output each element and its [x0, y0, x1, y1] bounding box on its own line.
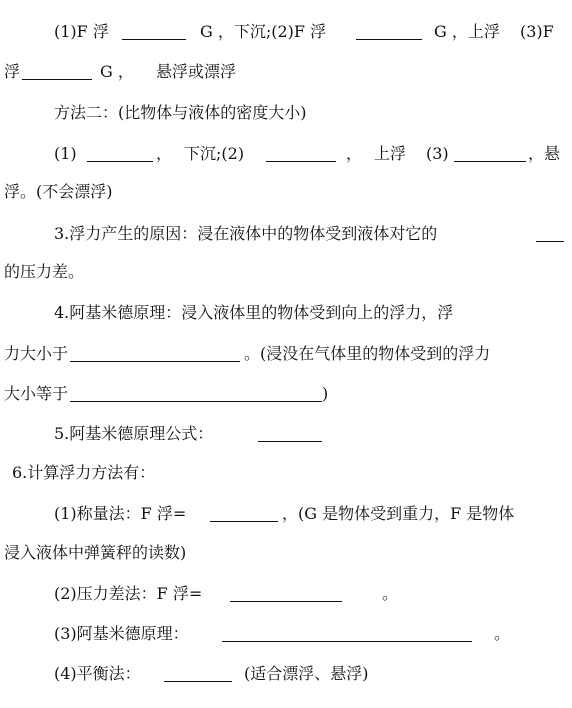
text-segment: (1) — [54, 144, 77, 163]
text-segment: (适合漂浮、悬浮) — [244, 664, 369, 683]
answer-blank[interactable] — [356, 39, 422, 40]
answer-blank[interactable] — [266, 161, 336, 162]
text-line — [0, 20, 572, 44]
text-line — [0, 622, 572, 646]
text-segment: (3) — [426, 144, 449, 163]
text-line — [0, 142, 572, 166]
text-segment: 浮。(不会漂浮) — [4, 182, 113, 201]
text-segment: G ，上浮 — [434, 22, 500, 41]
text-segment: (1)F 浮 — [54, 22, 109, 41]
text-segment: 。 — [494, 624, 511, 643]
text-segment: ， — [346, 144, 363, 163]
text-segment: 6.计算浮力方法有： — [12, 463, 156, 482]
text-segment: G ， — [100, 62, 134, 81]
answer-blank[interactable] — [122, 39, 186, 40]
text-segment: 浮 — [4, 62, 21, 81]
answer-blank[interactable] — [210, 521, 278, 522]
text-segment: 的压力差。 — [4, 262, 85, 281]
text-segment: 。 — [382, 584, 399, 603]
text-segment: (2)压力差法：F 浮= — [54, 584, 203, 603]
answer-blank[interactable] — [230, 601, 342, 602]
text-line — [0, 260, 572, 284]
text-segment: ， — [156, 144, 173, 163]
text-line — [0, 301, 572, 325]
answer-blank[interactable] — [258, 441, 322, 442]
text-line — [0, 60, 572, 84]
text-line — [0, 662, 572, 686]
text-line — [0, 541, 572, 565]
text-segment: ) — [322, 384, 329, 403]
answer-blank[interactable] — [70, 401, 322, 402]
text-segment: 悬浮或漂浮 — [156, 62, 237, 81]
text-line — [0, 342, 572, 366]
text-segment: 3.浮力产生的原因：浸在液体中的物体受到液体对它的 — [54, 224, 438, 243]
text-segment: 下沉;(2) — [184, 144, 245, 163]
answer-blank[interactable] — [22, 79, 92, 80]
text-line — [0, 582, 572, 606]
answer-blank[interactable] — [87, 161, 153, 162]
text-segment: (3)F — [520, 22, 554, 41]
text-line — [0, 222, 572, 246]
text-segment: 上浮 — [374, 144, 407, 163]
text-segment: 大小等于 — [4, 384, 69, 403]
text-line — [0, 461, 572, 485]
text-segment: (1)称量法：F 浮= — [54, 504, 187, 523]
text-segment: ，悬 — [528, 144, 561, 163]
answer-blank[interactable] — [536, 241, 564, 242]
text-segment: ，(G 是物体受到重力，F 是物体 — [282, 504, 515, 523]
text-line — [0, 502, 572, 526]
answer-blank[interactable] — [164, 681, 232, 682]
answer-blank[interactable] — [70, 361, 240, 362]
text-line — [0, 180, 572, 204]
text-segment: 浸入液体中弹簧秤的读数) — [4, 543, 187, 562]
text-segment: (3)阿基米德原理： — [54, 624, 189, 643]
text-segment: 5.阿基米德原理公式： — [54, 424, 214, 443]
text-segment: G ，下沉;(2)F 浮 — [200, 22, 327, 41]
text-segment: 方法二：(比物体与液体的密度大小) — [54, 103, 307, 122]
text-line — [0, 101, 572, 125]
answer-blank[interactable] — [454, 161, 526, 162]
answer-blank[interactable] — [222, 641, 472, 642]
text-segment: 。(浸没在气体里的物体受到的浮力 — [244, 344, 491, 363]
text-segment: (4)平衡法： — [54, 664, 141, 683]
text-segment: 4.阿基米德原理：浸入液体里的物体受到向上的浮力，浮 — [54, 303, 454, 322]
text-segment: 力大小于 — [4, 344, 69, 363]
text-line — [0, 422, 572, 446]
text-line — [0, 382, 572, 406]
